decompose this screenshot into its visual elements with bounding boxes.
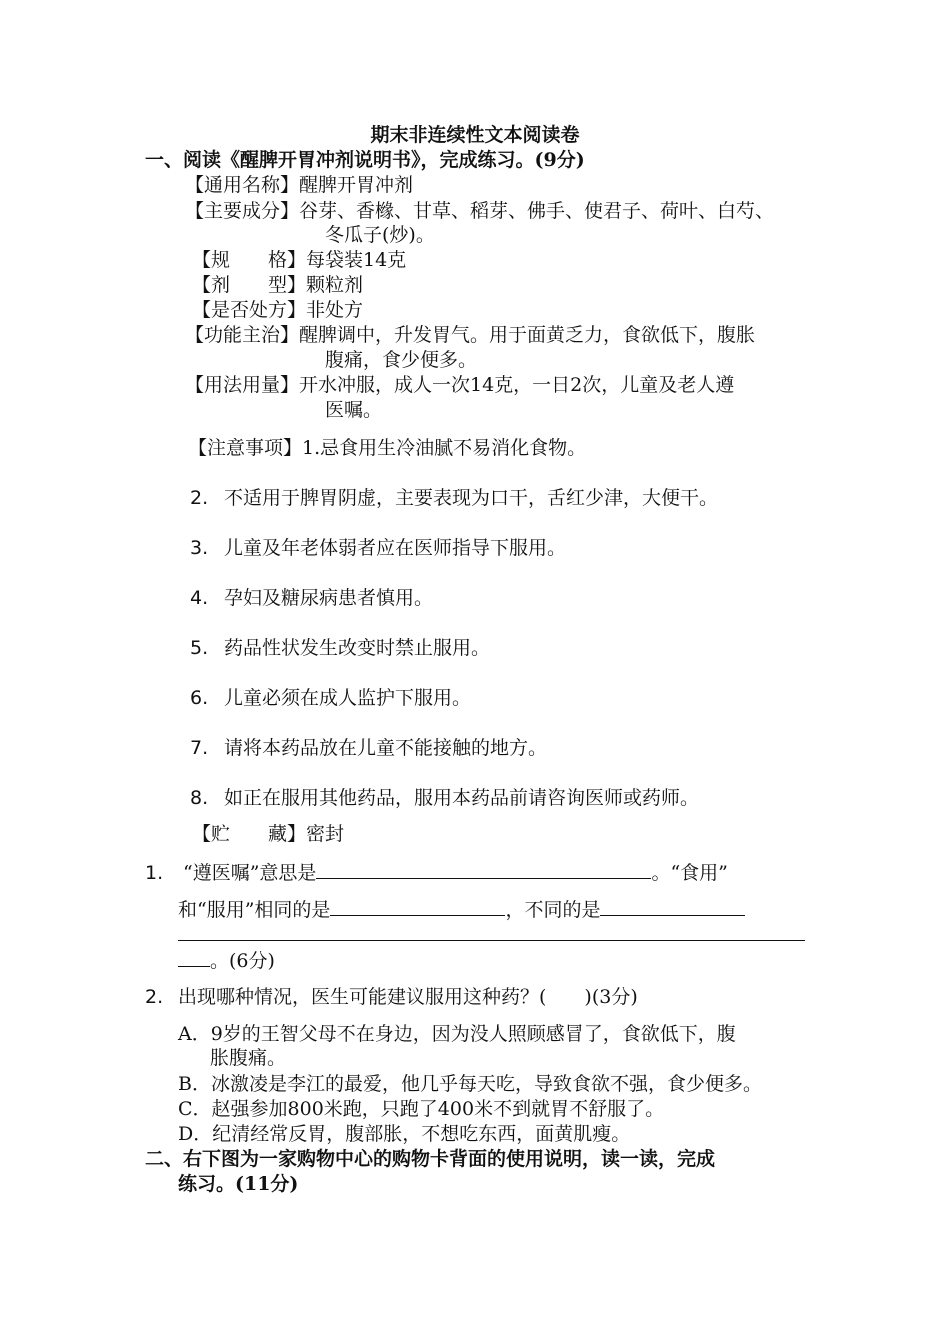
q2-option-a[interactable]: A．9岁的王智父母不在身边，因为没人照顾感冒了，食欲低下，腹 [178, 1023, 736, 1045]
note-1-num: 1. [302, 437, 321, 459]
q1-number: 1. [145, 862, 164, 884]
section2-heading-cont: 练习。(11分) [178, 1173, 299, 1195]
section1-heading: 一、阅读《醒脾开胃冲剂说明书》，完成练习。(9分) [145, 149, 585, 171]
q2-option-d[interactable]: D．纪清经常反胃，腹部胀，不想吃东西，面黄肌瘦。 [178, 1123, 631, 1145]
q2-stem-text: 出现哪种情况，医生可能建议服用这种药？( )(3分) [178, 986, 638, 1008]
note-num: 3. [190, 537, 209, 559]
note-num: 4. [190, 587, 209, 609]
function-line1: 【功能主治】醒脾调中，升发胃气。用于面黄乏力，食欲低下，腹胀 [185, 324, 756, 346]
page-title: 期末非连续性文本阅读卷 [370, 124, 580, 146]
note-text: 儿童及年老体弱者应在医师指导下服用。 [224, 537, 567, 559]
q1-line4 [178, 948, 275, 973]
q2-option-a-cont: 胀腹痛。 [210, 1047, 287, 1069]
usage-line1: 【用法用量】开水冲服，成人一次14克，一日2次，儿童及老人遵 [185, 374, 735, 396]
storage: 【贮 藏】密封 [192, 823, 345, 845]
q1-blank-same[interactable] [330, 897, 505, 916]
q1-text-c: 和“服用”相同的是 [178, 899, 331, 921]
spec: 【规 格】每袋装14克 [192, 249, 407, 271]
q1-blank-end[interactable] [178, 948, 210, 967]
notes-label [188, 436, 586, 460]
note-text: 儿童必须在成人监护下服用。 [224, 687, 472, 709]
function-line2: 腹痛，食少便多。 [325, 349, 478, 371]
note-text: 孕妇及糖尿病患者慎用。 [224, 587, 434, 609]
note-item [190, 736, 547, 760]
note-num: 8. [190, 787, 209, 809]
q2-stem [145, 985, 638, 1009]
ingredients-line2: 冬瓜子(炒)。 [325, 224, 435, 246]
section2-heading: 二、右下图为一家购物中心的购物卡背面的使用说明，读一读，完成 [145, 1148, 716, 1170]
note-num: 7. [190, 737, 209, 759]
q2-option-b[interactable]: B．冰激凌是李江的最爱，他几乎每天吃，导致食欲不强，食少便多。 [178, 1073, 762, 1095]
dosage-form: 【剂 型】颗粒剂 [192, 274, 364, 296]
note-item [190, 686, 471, 710]
note-1-text: 忌食用生冷油腻不易消化食物。 [320, 437, 587, 459]
note-text: 不适用于脾胃阴虚，主要表现为口干，舌红少津，大便干。 [224, 487, 719, 509]
note-text: 如正在服用其他药品，服用本药品前请咨询医师或药师。 [224, 787, 700, 809]
prescription-status: 【是否处方】非处方 [192, 299, 364, 321]
notes-label-text: 【注意事项】 [188, 437, 303, 459]
ingredients-line1: 【主要成分】谷芽、香橼、甘草、稻芽、佛手、使君子、荷叶、白芍、 [185, 200, 775, 222]
q2-option-c[interactable]: C．赵强参加800米跑，只跑了400米不到就胃不舒服了。 [178, 1098, 665, 1120]
note-item [190, 786, 699, 810]
note-item [190, 486, 718, 510]
note-item [190, 536, 566, 560]
note-item [190, 586, 433, 610]
general-name: 【通用名称】醒脾开胃冲剂 [185, 174, 414, 196]
q1-text-d: ，不同的是 [505, 899, 601, 921]
usage-line2: 医嘱。 [325, 399, 383, 421]
q1-text-b: 。“食用” [651, 862, 728, 884]
note-num: 2. [190, 487, 209, 509]
q1-line1 [145, 860, 728, 885]
q1-text-e: 。(6分) [210, 950, 275, 972]
note-num: 6. [190, 687, 209, 709]
q1-blank-meaning[interactable] [316, 860, 651, 879]
q1-blank-different[interactable] [600, 897, 745, 916]
note-num: 5. [190, 637, 209, 659]
q2-number: 2. [145, 986, 164, 1008]
q1-blank-line[interactable] [178, 940, 805, 941]
note-item [190, 636, 490, 660]
q1-line2 [178, 897, 745, 922]
q1-text-a: “遵医嘱”意思是 [183, 862, 317, 884]
note-text: 药品性状发生改变时禁止服用。 [224, 637, 491, 659]
note-text: 请将本药品放在儿童不能接触的地方。 [224, 737, 548, 759]
